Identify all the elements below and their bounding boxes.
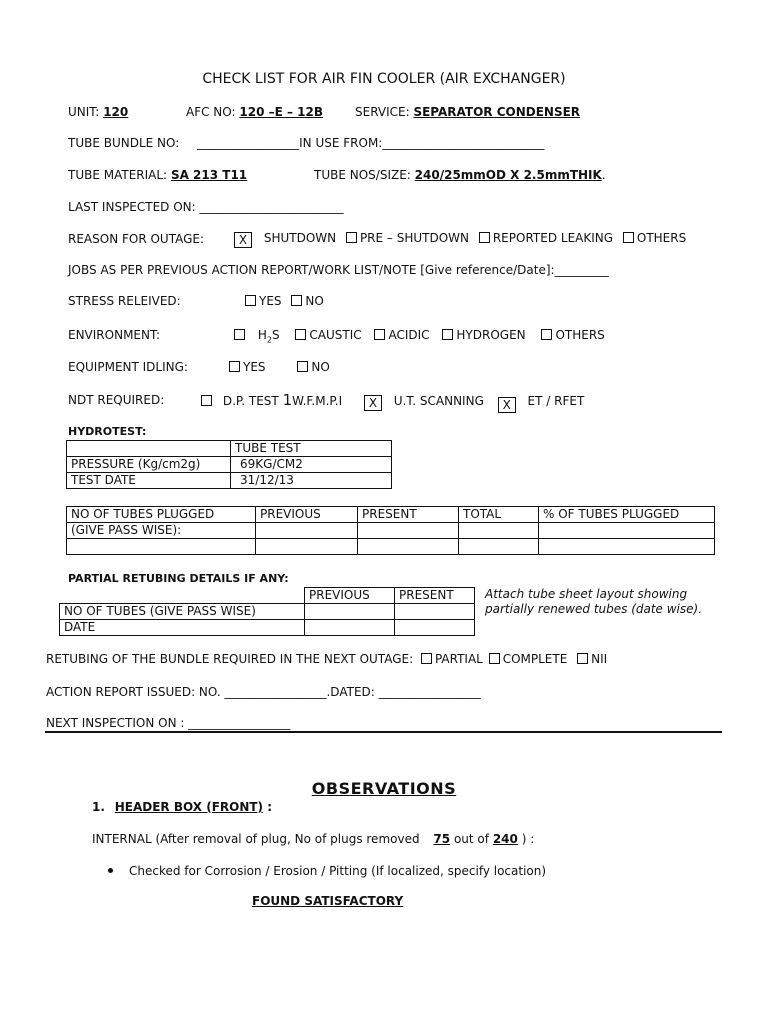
table-row [67, 473, 392, 489]
service-row [355, 105, 580, 119]
retubing-row-date: DATE [60, 620, 305, 636]
plugs-removed-value[interactable]: 75 [433, 832, 451, 846]
h2s-s: S [271, 328, 280, 342]
retubing-cell[interactable] [395, 620, 475, 636]
tube-material-value: SA 213 T11 [170, 168, 248, 182]
partial-label: PARTIAL [434, 652, 483, 666]
total-plugs-value[interactable]: 240 [492, 832, 518, 846]
last-inspected-label: LAST INSPECTED ON: [68, 200, 196, 214]
table-row [67, 539, 715, 555]
plugged-cell[interactable] [459, 523, 539, 539]
acidic-label: ACIDIC [388, 328, 430, 342]
retubing-header-present: PRESENT [395, 588, 475, 604]
et-rfet-label: ET / RFET [527, 394, 585, 408]
plugged-header-previous: PREVIOUS [256, 507, 358, 523]
hydrotest-pressure-value[interactable]: 69KG/CM2 [231, 457, 392, 473]
finding-text: FOUND SATISFACTORY [252, 894, 404, 908]
service-value: SEPARATOR CONDENSER [413, 105, 581, 119]
reason-label: REASON FOR OUTAGE: [68, 232, 205, 246]
plugged-cell[interactable] [459, 539, 539, 555]
page-title: CHECK LIST FOR AIR FIN COOLER (AIR EXCHANGER) [202, 71, 566, 87]
observations-title: OBSERVATIONS [311, 779, 457, 798]
plugged-header-total: TOTAL [459, 507, 539, 523]
plugged-table [66, 506, 715, 555]
et-rfet-checkbox[interactable]: X [498, 397, 516, 413]
dp-test-label: D.P. TEST [222, 394, 279, 408]
table-row [67, 523, 715, 539]
ut-scanning-label: U.T. SCANNING [393, 394, 484, 408]
idling-yes-checkbox[interactable] [229, 361, 240, 372]
hydrotest-date-label: TEST DATE [67, 473, 231, 489]
acidic-checkbox[interactable] [374, 329, 385, 340]
reason-option-others: OTHERS [636, 231, 687, 245]
tube-nos-row [314, 168, 606, 182]
internal-suffix: ) : [521, 832, 535, 846]
plugged-header-tubes: NO OF TUBES PLUGGED [67, 507, 256, 523]
tube-nos-label: TUBE NOS/SIZE: [314, 168, 411, 182]
h2s-h: H [257, 328, 267, 342]
retubing-table [59, 587, 475, 636]
in-use-blank[interactable]: ___________________________ [382, 136, 545, 150]
unit-label: UNIT: [68, 105, 100, 119]
idling-no-label: NO [311, 360, 330, 374]
pre-shutdown-checkbox[interactable] [346, 232, 357, 243]
caustic-checkbox[interactable] [295, 329, 306, 340]
tube-bundle-blank[interactable]: _________________ [197, 136, 300, 150]
caustic-label: CAUSTIC [309, 328, 362, 342]
hydrotest-pressure-label: PRESSURE (Kg/cm2g) [67, 457, 231, 473]
unit-row [68, 105, 128, 119]
retube-next-label: RETUBING OF THE BUNDLE REQUIRED IN THE NEXT OUTAGE: [46, 652, 414, 666]
tube-bundle-row [68, 136, 544, 150]
table-row [67, 457, 392, 473]
reason-options [234, 231, 686, 248]
hydrotest-heading: HYDROTEST: [68, 425, 147, 438]
retubing-note-line1: Attach tube sheet layout showing [485, 587, 688, 601]
bullet-item [108, 864, 546, 878]
divider [45, 731, 722, 733]
retubing-cell[interactable] [305, 620, 395, 636]
plugged-header-present: PRESENT [358, 507, 459, 523]
others-checkbox[interactable] [623, 232, 634, 243]
plugged-header-percent: % OF TUBES PLUGGED [539, 507, 715, 523]
ndt-options [201, 391, 584, 413]
jobs-row: JOBS AS PER PREVIOUS ACTION REPORT/WORK LIST/NOTE [Give reference/Date]:_________ [68, 263, 609, 277]
reason-row [68, 232, 204, 246]
partial-checkbox[interactable] [421, 653, 432, 664]
plugged-cell[interactable] [358, 523, 459, 539]
tube-nos-value: 240/25mmOD X 2.5mmTHIK [414, 168, 602, 182]
plugged-cell[interactable] [256, 523, 358, 539]
reason-option-pre-shutdown: PRE – SHUTDOWN [359, 231, 470, 245]
retubing-note [485, 587, 702, 617]
table-row [67, 441, 392, 457]
bullet-icon [108, 868, 113, 873]
table-row [60, 588, 475, 604]
nii-label: NII [591, 652, 608, 666]
complete-checkbox[interactable] [489, 653, 500, 664]
env-others-checkbox[interactable] [541, 329, 552, 340]
h2s-sub: 2 [266, 335, 272, 345]
internal-row [92, 832, 534, 846]
hydrotest-date-value[interactable]: 31/12/13 [231, 473, 392, 489]
stress-no-checkbox[interactable] [291, 295, 302, 306]
reason-option-reported-leaking: REPORTED LEAKING [492, 231, 614, 245]
retubing-corner [60, 588, 305, 604]
bullet-text: Checked for Corrosion / Erosion / Pitting (If localized, specify location) [129, 864, 547, 878]
dp-test-checkbox[interactable] [201, 395, 212, 406]
stress-no-label: NO [305, 294, 324, 308]
reason-option-shutdown: SHUTDOWN [263, 231, 337, 245]
shutdown-checkbox[interactable]: X [234, 232, 252, 248]
complete-label: COMPLETE [502, 652, 568, 666]
tube-bundle-label: TUBE BUNDLE NO: [68, 136, 180, 150]
hydrotest-table [66, 440, 392, 489]
plugged-cell[interactable] [67, 539, 256, 555]
ut-scanning-checkbox[interactable]: X [364, 395, 382, 411]
tube-material-row [68, 168, 247, 182]
retube-next-row [46, 652, 607, 666]
section-1-title: HEADER BOX (FRONT) [114, 800, 264, 814]
ndt-label: NDT REQUIRED: [68, 393, 165, 407]
hydrogen-checkbox[interactable] [442, 329, 453, 340]
action-report-row: ACTION REPORT ISSUED: NO. _________________.DATED: _________________ [46, 685, 481, 699]
idling-options [229, 360, 330, 374]
last-inspected-row [68, 200, 344, 214]
internal-prefix: INTERNAL (After removal of plug, No of plugs removed [92, 832, 420, 846]
retubing-note-line2: partially renewed tubes (date wise). [485, 602, 703, 616]
environment-label: ENVIRONMENT: [68, 328, 161, 342]
section-1-number: 1. [92, 800, 105, 814]
environment-options [234, 328, 605, 344]
plugged-cell[interactable] [539, 523, 715, 539]
table-row [60, 620, 475, 636]
section-1-colon: : [263, 800, 273, 814]
h2s-checkbox[interactable] [234, 329, 245, 340]
env-others-label: OTHERS [555, 328, 605, 342]
next-inspection-row: NEXT INSPECTION ON : _________________ [46, 716, 291, 730]
tube-material-label: TUBE MATERIAL: [68, 168, 168, 182]
wfmpi-label: W.F.M.P.I [292, 394, 343, 408]
plugged-cell[interactable] [256, 539, 358, 555]
retubing-cell[interactable] [395, 604, 475, 620]
service-label: SERVICE: [355, 105, 410, 119]
idling-yes-label: YES [243, 360, 266, 374]
afc-row [186, 105, 323, 119]
hydrotest-col-header: TUBE TEST [231, 441, 392, 457]
table-row [60, 604, 475, 620]
stress-label: STRESS RELEIVED: [68, 294, 181, 308]
tube-nos-suffix: . [601, 168, 606, 182]
afc-value: 120 –E – 12B [239, 105, 324, 119]
hydrotest-corner [67, 441, 231, 457]
table-row [67, 507, 715, 523]
out-of-label: out of [453, 832, 489, 846]
afc-label: AFC NO: [186, 105, 236, 119]
reported-leaking-checkbox[interactable] [479, 232, 490, 243]
retubing-row-tubes: NO OF TUBES (GIVE PASS WISE) [60, 604, 305, 620]
section-1-heading [92, 800, 272, 814]
plugged-row-label: (GIVE PASS WISE): [67, 523, 256, 539]
last-inspected-blank[interactable]: ________________________ [199, 200, 344, 214]
idling-label: EQUIPMENT IDLING: [68, 360, 188, 374]
stress-yes-label: YES [259, 294, 282, 308]
retubing-cell[interactable] [305, 604, 395, 620]
plugged-cell[interactable] [358, 539, 459, 555]
idling-no-checkbox[interactable] [297, 361, 308, 372]
h2s-label [257, 328, 280, 345]
wfmpi-prefix: 1 [282, 391, 293, 409]
plugged-cell[interactable] [539, 539, 715, 555]
nii-checkbox[interactable] [577, 653, 588, 664]
in-use-label: IN USE FROM: [299, 136, 383, 150]
retubing-heading: PARTIAL RETUBING DETAILS IF ANY: [68, 572, 289, 585]
retubing-header-previous: PREVIOUS [305, 588, 395, 604]
hydrogen-label: HYDROGEN [456, 328, 526, 342]
stress-options [245, 294, 324, 308]
unit-value: 120 [103, 105, 129, 119]
stress-yes-checkbox[interactable] [245, 295, 256, 306]
